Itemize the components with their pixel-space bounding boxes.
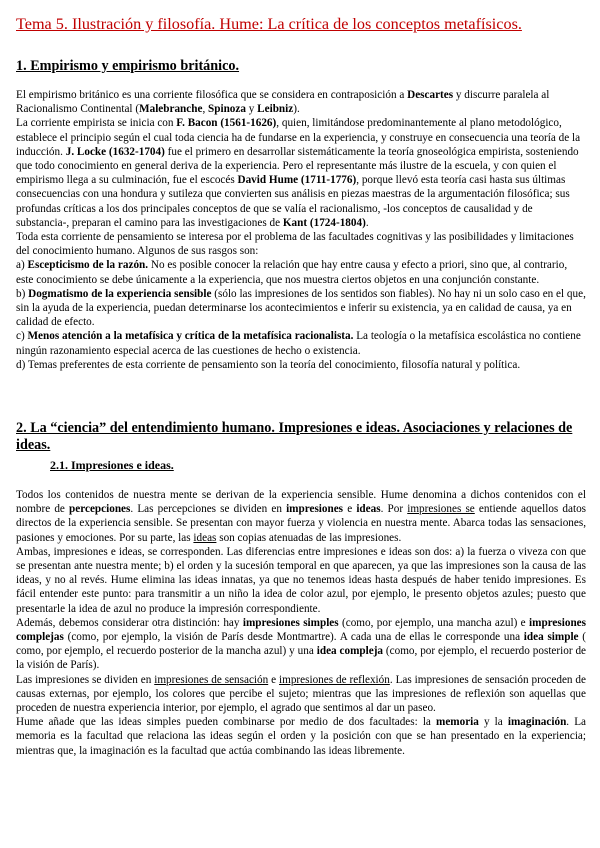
name-bacon: F. Bacon (1561-1626) [176, 117, 277, 130]
paragraph-memoria-imaginacion: Hume añade que las ideas simples pueden combinarse por medio de dos facultades: la memoria y la imaginación. La memoria es la facultad que relaciona las ideas según el orden y la posición con que se han presentado en la experiencia; mientras que, la imaginación es la facultad que actúa combinando las ideas libremente. [16, 716, 586, 757]
paragraph-sensacion-reflexion: Las impresiones se dividen en impresiones de sensación e impresiones de reflexión. Las impresiones de sensación proceden de causas externas, por ejemplo, los colores que percibe el sujeto; mientras que las impresiones de reflexión son aquellas que proceden de nuestra experiencia interior, por ejemplo, el agrado que sentimos al dar un paseo. [16, 673, 586, 715]
section-2-1-heading: 2.1. Impresiones e ideas. [50, 458, 174, 472]
name-kant: Kant (1724-1804) [282, 216, 366, 229]
paragraph-empirismo-intro: El empirismo británico es una corriente filosófica que se considera en contraposición a Descartes y discurre paralela al Racionalismo Continental (Malebranche, Spinoza y Leibniz). [16, 89, 550, 116]
paragraph-simples-complejas: Además, debemos considerar otra distinción: hay impresiones simples (como, por ejemplo, una mancha azul) e impresiones complejas (como, por ejemplo, la visión de París desde Montmartre). A cada una de ellas le corresponde una idea simple ( como, por ejemplo, el recuerdo posterior de la mancha azul) y una idea compleja (como, por ejemplo, el recuerdo posterior de la visión de París). [16, 616, 587, 672]
paragraph-diferencias: Ambas, impresiones e ideas, se corresponden. Las diferencias entre impresiones e ideas son dos: a) la fuerza o viveza con que se presentan ante nuestra mente; b) el orden y la sucesión temporal en que aparecen, ya que las impresiones son la causa de las ideas, y no al revés. Hume elimina las ideas innatas, ya que no tenemos ideas hasta después de haber tenido impresiones. Es fácil entender este punto: para transmitir a un niño la idea de color azul, por ejemplo, le presento objetos azules; puesto que presentarle la idea de azul no produce la impresión correspondiente. [16, 545, 586, 615]
list-item-c: c) Menos atención a la metafísica y crítica de la metafísica racionalista. La teología o la metafísica escolástica no contiene ningún razonamiento especial acerca de las cuestiones de hecho o existencia. [16, 330, 581, 357]
list-item-d: d) Temas preferentes de esta corriente de pensamiento son la teoría del conocimiento, filosofía natural y política. [16, 358, 521, 371]
section-2-body [16, 488, 586, 758]
page-title: Tema 5. Ilustración y filosofía. Hume: La crítica de los conceptos metafísicos. [16, 15, 522, 33]
section-1-body [16, 88, 586, 372]
paragraph-rasgos-intro: Toda esta corriente de pensamiento se interesa por el problema de las facultades cognitivas y las posibilidades y limitaciones del conocimiento humano. Algunos de sus rasgos son: [16, 231, 574, 258]
section-2-heading: 2. La “ciencia” del entendimiento humano. Impresiones e ideas. Asociaciones y relaciones de ideas. [16, 420, 573, 453]
name-locke: J. Locke (1632-1704) [65, 145, 165, 158]
name-descartes: Descartes [407, 89, 454, 101]
paragraph-corriente-empirista: La corriente empirista se inicia con F. Bacon (1561-1626), quien, limitándose predominantemente al plano metodológico, establece el principio según el cual toda ciencia ha de fundarse en la experiencia, y construye en consecuencia una teoría de la inducción. J. Locke (1632-1704) fue el primero en desarrollar sistemáticamente la teoría gnoseológica empirista, sosteniendo que todo conocimiento en general deriva de la experiencia. Pero el representante más ilustre de la escuela, y con quien el empirismo llega a su culminación, fue el escocés David Hume (1711-1776), porque llevó esta teoría casi hasta sus últimas consecuencias con una hondura y sutileza que convierten sus análisis en piezas maestras de la argumentación filosófica; sus profundas críticas a los dos principales conceptos de que se valía el racionalismo, -los conceptos de causalidad y de substancia-, preparan el camino para las investigaciones de Kant (1724-1804). [16, 117, 581, 229]
section-1-heading: 1. Empirismo y empirismo británico. [16, 58, 240, 74]
name-hume: David Hume (1711-1776) [237, 174, 357, 187]
list-item-b: b) Dogmatismo de la experiencia sensible (sólo las impresiones de los sentidos son fiables). No hay ni un solo caso en el que, sin la ayuda de la experiencia, puedan determinarse los acontecimientos e inferir su existencia, ya en calidad de causa, ya en calidad de efecto. [16, 287, 586, 329]
paragraph-percepciones: Todos los contenidos de nuestra mente se derivan de la experiencia sensible. Hume denomina a dichos contenidos con el nombre de percepciones. Las percepciones se dividen en impresiones e ideas. Por impresiones se entiende aquellos datos directos de la experiencia sensible. Se presentan con mayor fuerza y violencia en nuestra mente. Abarca todas las sensaciones, pasiones y emociones. Por su parte, las ideas son copias atenuadas de las impresiones. [16, 489, 587, 544]
list-item-a: a) Escepticismo de la razón. No es posible conocer la relación que hay entre causa y efecto a priori, sino que, al contrario, este conocimiento se debe únicamente a la experiencia, que nos muestra ciertos objetos en una conjunción constante. [16, 259, 568, 286]
